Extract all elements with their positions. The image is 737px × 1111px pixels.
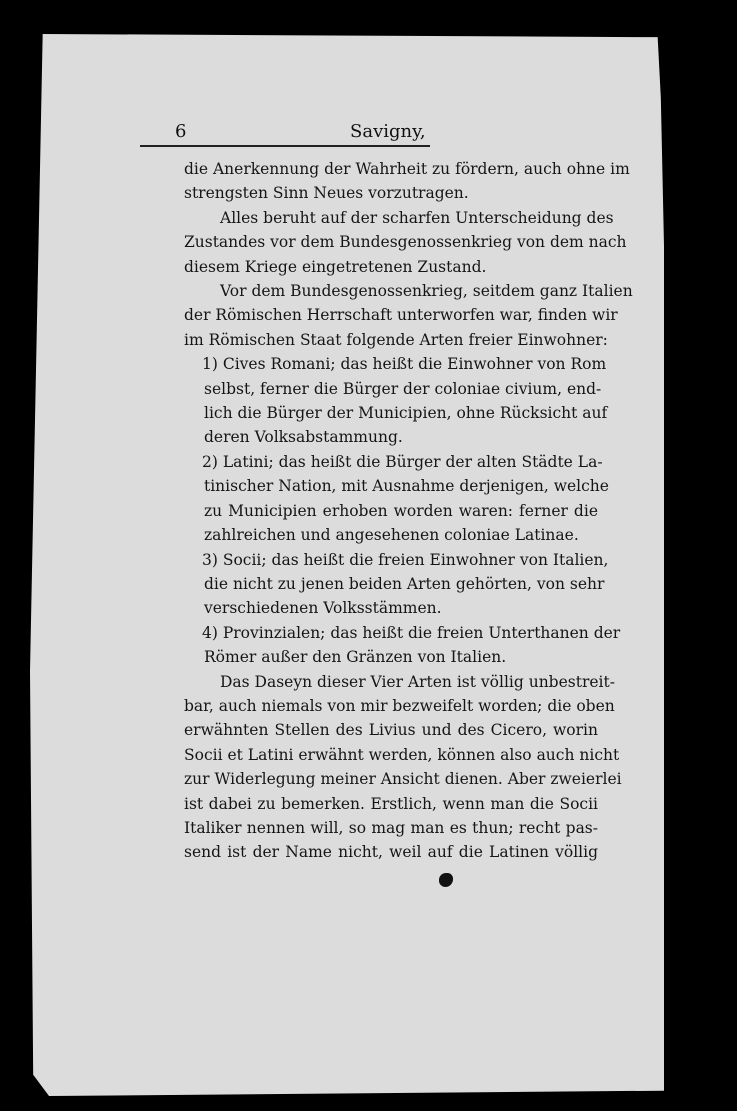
text-line: Italiker nennen will, so mag man es thun; recht pas- — [184, 818, 598, 837]
text-line: im Römischen Staat folgende Arten freier Einwohner: — [184, 330, 608, 349]
page-header — [140, 117, 430, 147]
text-line: Vor dem Bundesgenossenkrieg, seitdem ganz Italien — [220, 282, 633, 301]
text-line: Das Daseyn dieser Vier Arten ist völlig unbestreit- — [220, 672, 615, 691]
page-number: 6 — [175, 121, 187, 142]
text-line: diesem Kriege eingetretenen Zustand. — [184, 257, 487, 276]
text-line: strengsten Sinn Neues vorzutragen. — [184, 184, 469, 203]
text-line: deren Volksabstammung. — [204, 428, 403, 447]
text-line: der Römischen Herrschaft unterworfen war, finden wir — [184, 306, 618, 325]
list-item: 1) Cives Romani; das heißt die Einwohner von Rom — [202, 355, 607, 374]
text-line: send ist der Name nicht, weil auf die Latinen völlig — [184, 843, 598, 862]
list-item: 2) Latini; das heißt die Bürger der alten Städte La- — [202, 452, 603, 471]
text-line: ist dabei zu bemerken. Erstlich, wenn man die Socii — [184, 794, 598, 813]
text-line: bar, auch niemals von mir bezweifelt worden; die oben — [184, 696, 615, 715]
text-line: erwähnten Stellen des Livius und des Cicero, worin — [184, 721, 598, 740]
text-line: die Anerkennung der Wahrheit zu fördern, auch ohne im — [184, 160, 630, 178]
text-line: lich die Bürger der Municipien, ohne Rücksicht auf — [204, 404, 608, 423]
text-line: selbst, ferner die Bürger der coloniae civium, end- — [204, 379, 602, 398]
text-line: zahlreichen und angesehenen coloniae Latinae. — [204, 526, 579, 545]
text-line: Zustandes vor dem Bundesgenossenkrieg von dem nach — [184, 233, 627, 252]
text-line: Socii et Latini erwähnt werden, können also auch nicht — [184, 745, 620, 764]
list-item: 4) Provinzialen; das heißt die freien Unterthanen der — [202, 623, 621, 642]
text-line: zu Municipien erhoben worden waren: ferner die — [204, 501, 598, 520]
text-line: zur Widerlegung meiner Ansicht dienen. Aber zweierlei — [184, 770, 622, 789]
list-item: 3) Socii; das heißt die freien Einwohner von Italien, — [202, 550, 609, 569]
text-line: tinischer Nation, mit Ausnahme derjenigen, welche — [204, 477, 609, 496]
body-text — [184, 157, 633, 865]
text-line: verschiedenen Volksstämmen. — [204, 599, 442, 618]
running-head: Savigny, — [350, 121, 426, 142]
text-line: Römer außer den Gränzen von Italien. — [204, 648, 507, 667]
text-line: Alles beruht auf der scharfen Unterscheidung des — [220, 208, 614, 227]
text-line: die nicht zu jenen beiden Arten gehörten, von sehr — [204, 574, 605, 593]
